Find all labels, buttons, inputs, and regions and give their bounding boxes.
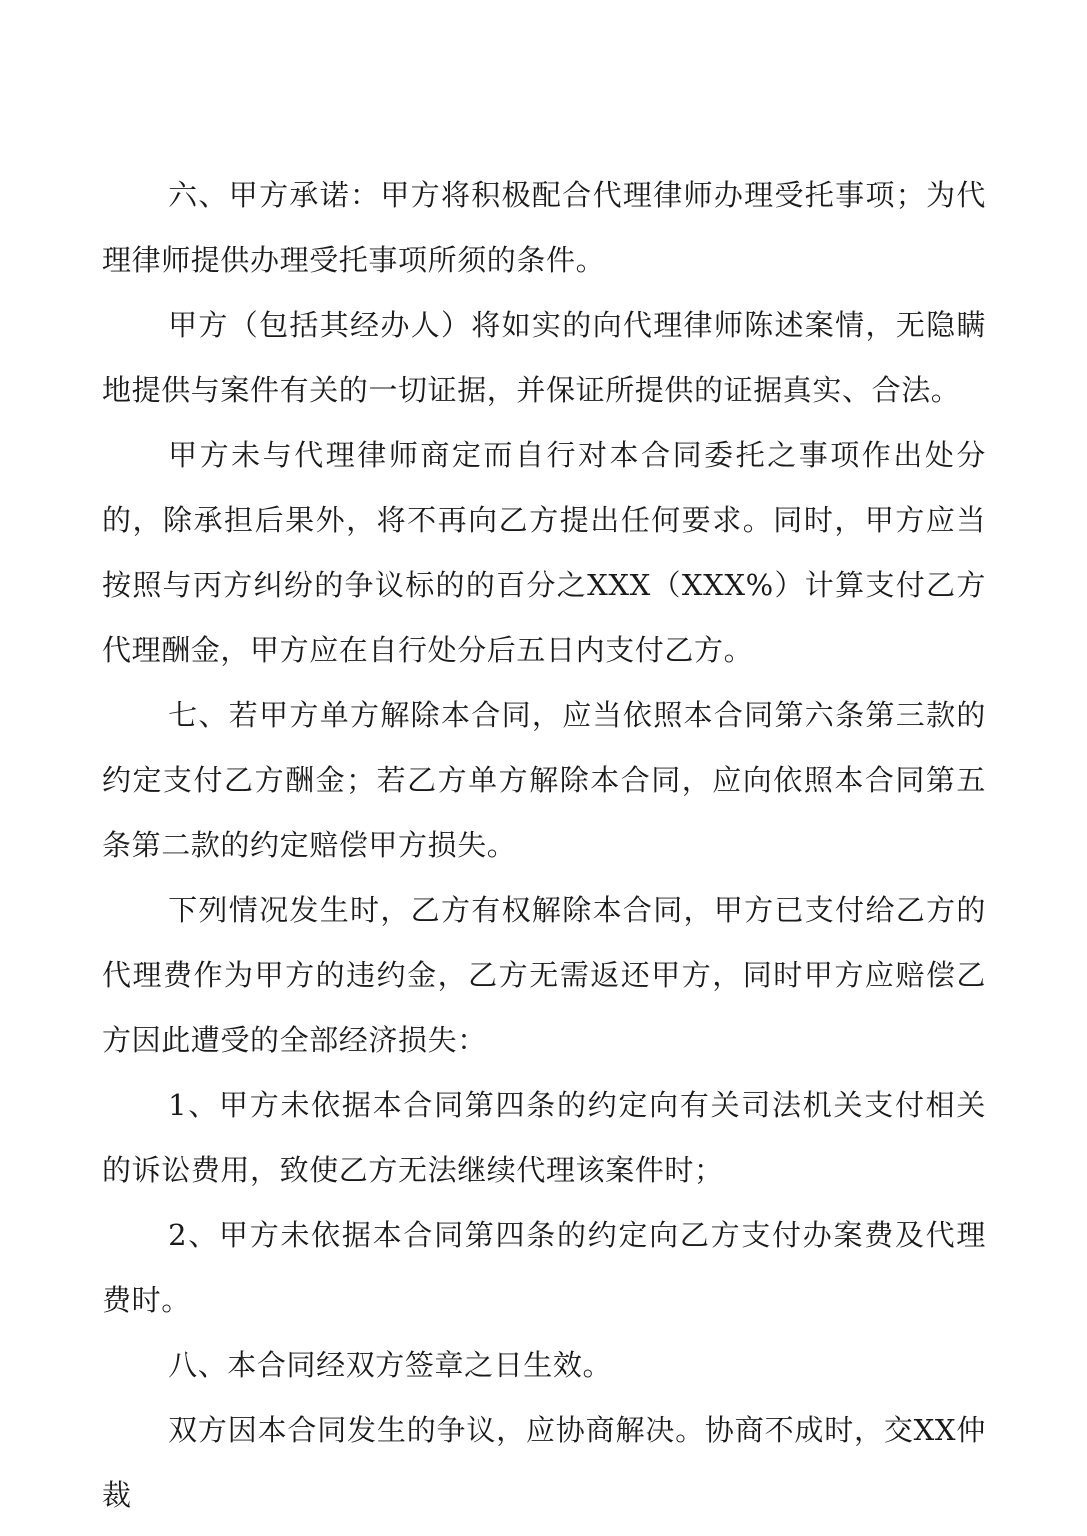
- paragraph-condition-2: 2、甲方未依据本合同第四条的约定向乙方支付办案费及代理费时。: [102, 1218, 986, 1317]
- paragraph-article-6-commitment: 六、甲方承诺：甲方将积极配合代理律师办理受托事项；为代理律师提供办理受托事项所须的条件。: [102, 178, 986, 277]
- paragraph-article-8-effective: 八、本合同经双方签章之日生效。: [168, 1348, 613, 1382]
- paragraph-truthful-statement: 甲方（包括其经办人）将如实的向代理律师陈述案情，无隐瞒地提供与案件有关的一切证据，并保证所提供的证据真实、合法。: [102, 308, 986, 407]
- paragraph-unilateral-disposal: 甲方未与代理律师商定而自行对本合同委托之事项作出处分的，除承担后果外，将不再向乙方提出任何要求。同时，甲方应当按照与丙方纠纷的争议标的的百分之XXX（XXX%）计算支付乙方代理酬金，甲方应在自行处分后五日内支付乙方。: [102, 438, 986, 667]
- paragraph-termination-conditions: 下列情况发生时，乙方有权解除本合同，甲方已支付给乙方的代理费作为甲方的违约金，乙方无需返还甲方，同时甲方应赔偿乙方因此遭受的全部经济损失：: [102, 893, 986, 1057]
- paragraph-article-7-termination: 七、若甲方单方解除本合同，应当依照本合同第六条第三款的约定支付乙方酬金；若乙方单方解除本合同，应向依照本合同第五条第二款的约定赔偿甲方损失。: [102, 698, 986, 862]
- paragraph-dispute-resolution: 双方因本合同发生的争议，应协商解决。协商不成时，交XX仲裁: [102, 1413, 986, 1512]
- paragraph-condition-1: 1、甲方未依据本合同第四条的约定向有关司法机关支付相关的诉讼费用，致使乙方无法继续代理该案件时；: [102, 1088, 986, 1187]
- document-body: [102, 163, 986, 1528]
